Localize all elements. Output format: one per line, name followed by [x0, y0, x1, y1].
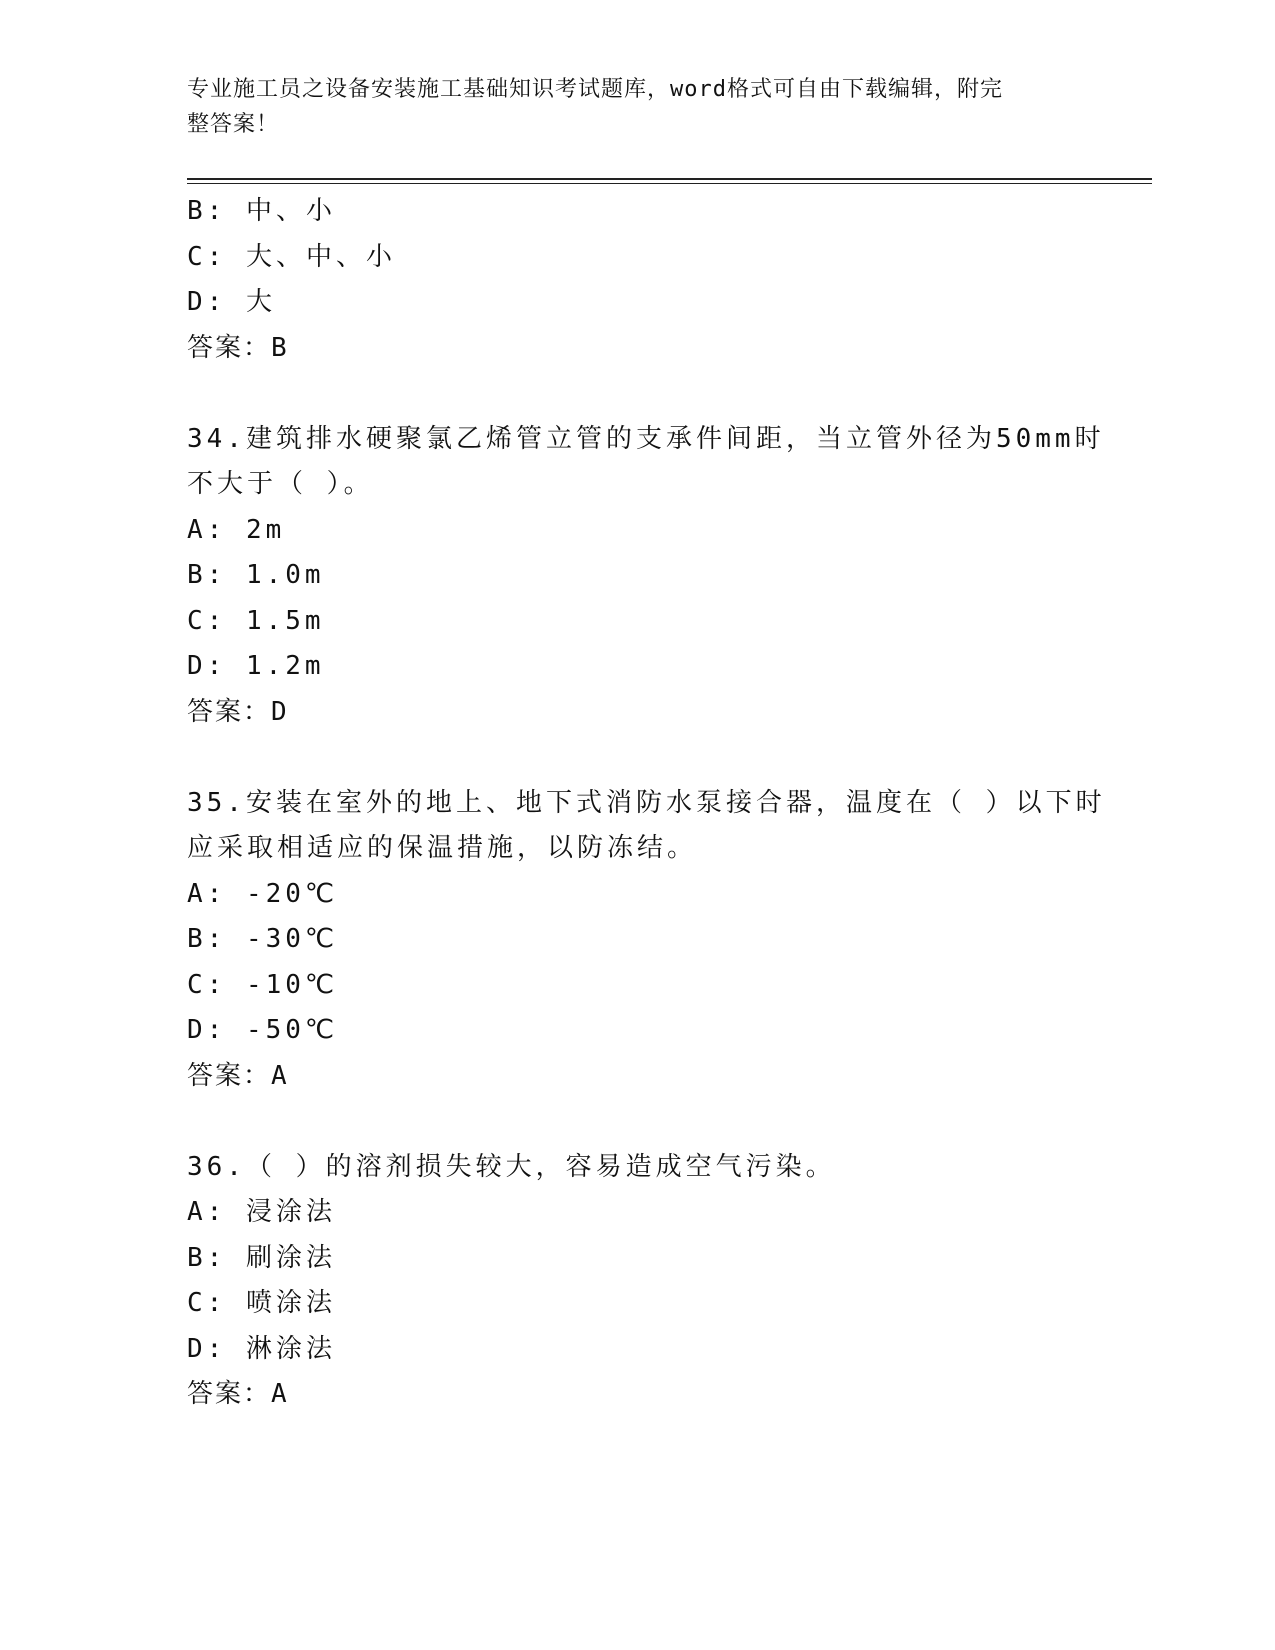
spacer: [187, 1099, 1087, 1145]
option-d: D: -50℃: [187, 1015, 339, 1045]
header-divider-thick: [187, 178, 1152, 180]
header-divider-thin: [187, 183, 1152, 184]
spacer: [187, 371, 1087, 417]
document-header: [187, 72, 1067, 142]
option-b: B: 中、小: [187, 196, 336, 226]
option-c: C: 1.5m: [187, 605, 325, 636]
spacer: [187, 735, 1087, 781]
question-text-line-1: 34.建筑排水硬聚氯乙烯管立管的支承件间距，当立管外径为50mm时: [187, 423, 1105, 454]
question-text-line-1: 35.安装在室外的地上、地下式消防水泵接合器，温度在（ ）以下时: [187, 787, 1106, 818]
answer-line: 答案：B: [187, 332, 289, 363]
question-block-34: [187, 417, 1105, 736]
option-c: C: 大、中、小: [187, 241, 396, 272]
header-line-2: 整答案！: [187, 112, 280, 137]
option-d: D: 大: [187, 287, 276, 317]
option-c: C: 喷涂法: [187, 1288, 336, 1318]
question-block-36: [187, 1145, 1087, 1418]
option-d: D: 淋涂法: [187, 1333, 336, 1364]
option-a: A: 浸涂法: [187, 1197, 336, 1227]
question-block-35: [187, 781, 1106, 1100]
question-text-line-1: 36.（ ）的溶剂损失较大，容易造成空气污染。: [187, 1151, 836, 1182]
header-line-1: 专业施工员之设备安装施工基础知识考试题库，word格式可自由下载编辑，附完: [187, 77, 1003, 102]
question-content: [187, 189, 1106, 1418]
option-c: C: -10℃: [187, 969, 339, 1000]
answer-line: 答案：A: [187, 1379, 289, 1409]
question-text-line-2: 不大于（ ）。: [187, 469, 374, 499]
option-a: A: -20℃: [187, 878, 339, 909]
option-b: B: -30℃: [187, 924, 339, 954]
question-text-line-2: 应采取相适应的保温措施，以防冻结。: [187, 833, 698, 863]
answer-line: 答案：D: [187, 696, 289, 727]
option-a: A: 2m: [187, 514, 286, 545]
option-d: D: 1.2m: [187, 651, 325, 681]
option-b: B: 1.0m: [187, 560, 325, 590]
option-b: B: 刷涂法: [187, 1242, 336, 1273]
question-block-33: [187, 189, 1087, 371]
answer-line: 答案：A: [187, 1060, 289, 1091]
